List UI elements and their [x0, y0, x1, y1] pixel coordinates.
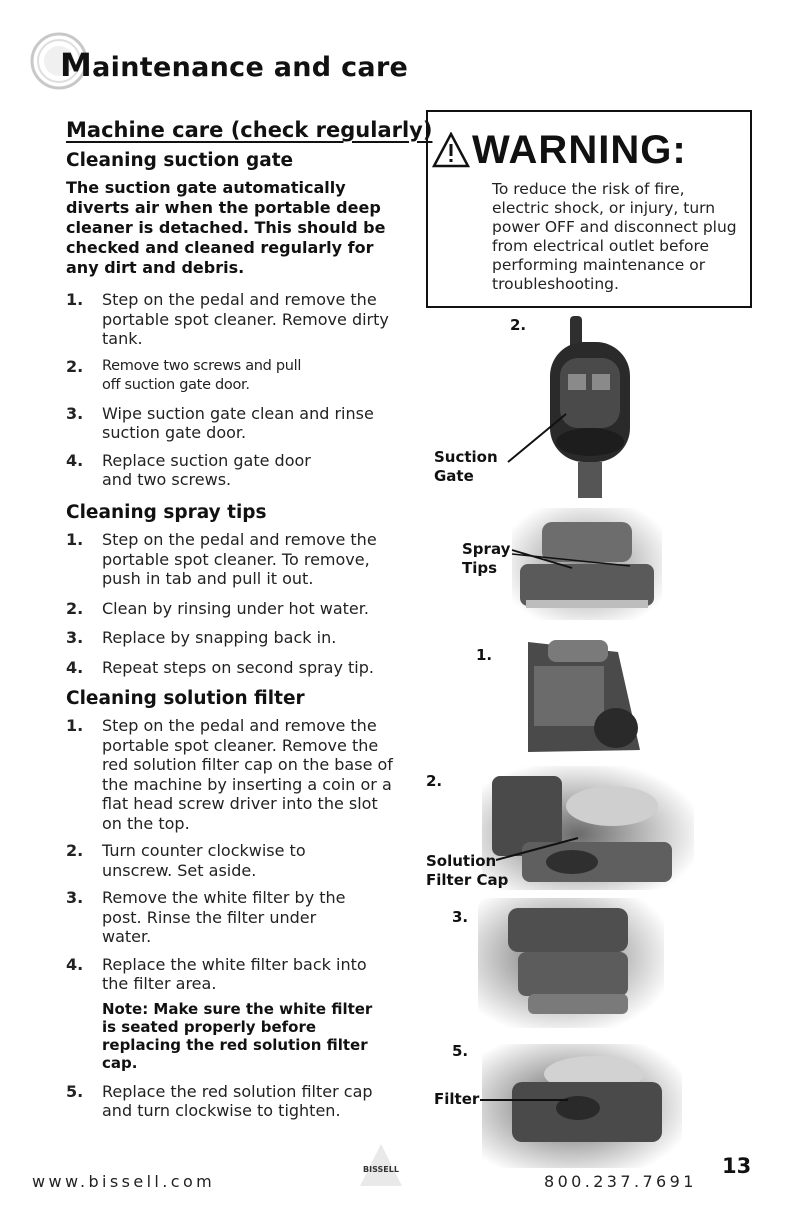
list-item: 5. Replace the red solution filter cap and turn clockwise to tighten.	[66, 1081, 373, 1120]
warning-triangle-icon	[432, 132, 470, 168]
list-item: 3. Replace by snapping back in.	[66, 628, 337, 647]
list-item: 4. Replace suction gate door and two screws.	[66, 450, 311, 489]
page-number: 13	[722, 1154, 752, 1178]
leader-line	[478, 1096, 570, 1104]
label-tips: Tips	[462, 559, 498, 577]
list-item: 3. Wipe suction gate clean and rinse suction gate door.	[66, 403, 374, 442]
photo-filter-step-3	[478, 898, 664, 1028]
photo-filter-step-5	[482, 1044, 682, 1168]
spray-tips-steps	[66, 530, 396, 677]
figure-step-number: 5.	[452, 1042, 469, 1060]
photo-filter-step-2	[482, 766, 694, 890]
footer-phone: 800.237.7691	[544, 1172, 697, 1191]
label-suction: Suction	[434, 448, 498, 466]
filter-note: Note: Make sure the white filter is seated properly before replacing the red solution filter cap.	[102, 999, 373, 1072]
label-filter-cap: Filter Cap	[426, 871, 509, 889]
subheading-solution-filter: Cleaning solution filter	[66, 688, 305, 709]
page-title-initial: M	[60, 46, 93, 84]
list-item: 2. Turn counter clockwise to unscrew. Set aside.	[66, 841, 306, 880]
section-heading-machine-care: Machine care (check regularly)	[66, 118, 433, 142]
footer-website: www.bissell.com	[32, 1172, 216, 1191]
list-item: 2. Clean by rinsing under hot water.	[66, 598, 369, 618]
figure-step-number: 1.	[476, 646, 493, 664]
list-item: 4. Replace the white filter back into the filter area.	[66, 954, 367, 993]
page-title	[60, 46, 408, 84]
svg-text:BISSELL: BISSELL	[363, 1165, 399, 1174]
warning-title: WARNING:	[472, 128, 687, 172]
solution-filter-steps	[66, 716, 400, 1121]
photo-suction-gate	[530, 312, 650, 502]
suction-gate-steps	[66, 290, 396, 490]
list-item: 1. Step on the pedal and remove the portable spot cleaner. To remove, push in tab and pull it out.	[66, 530, 377, 588]
list-item: 2. Remove two screws and pull off suction gate door.	[66, 356, 302, 393]
leader-line	[510, 544, 640, 584]
list-item: 3. Remove the white filter by the post. Rinse the filter under water.	[66, 888, 346, 946]
figure-step-number: 2.	[426, 772, 443, 790]
warning-text: To reduce the risk of fire, electric shock, or injury, turn power OFF and disconnect plug from electrical outlet before performing maintenance or troubleshooting.	[492, 180, 737, 293]
label-filter: Filter	[434, 1090, 480, 1108]
subheading-spray-tips: Cleaning spray tips	[66, 502, 267, 523]
page-title-rest: aintenance and care	[92, 52, 409, 83]
suction-gate-intro: The suction gate automatically diverts air when the portable deep cleaner is detached. This should be checked and cleaned regularly for any dirt and debris.	[66, 178, 386, 277]
bissell-logo	[356, 1140, 406, 1190]
label-solution: Solution	[426, 852, 497, 870]
label-spray: Spray	[462, 540, 511, 558]
list-item: 1. Step on the pedal and remove the portable spot cleaner. Remove dirty tank.	[66, 290, 389, 348]
label-gate: Gate	[434, 467, 474, 485]
photo-filter-step-1	[508, 632, 652, 760]
list-item: 1. Step on the pedal and remove the portable spot cleaner. Remove the red solution filter cap on the base of the machine by inserting a coin or a flat head screw driver into the slot on the top.	[66, 716, 393, 833]
subheading-suction-gate: Cleaning suction gate	[66, 150, 294, 171]
leader-line	[494, 836, 580, 862]
figure-step-number: 2.	[510, 316, 527, 334]
list-item: 4. Repeat steps on second spray tip.	[66, 657, 374, 677]
figure-step-number: 3.	[452, 908, 469, 926]
leader-line	[506, 412, 568, 464]
